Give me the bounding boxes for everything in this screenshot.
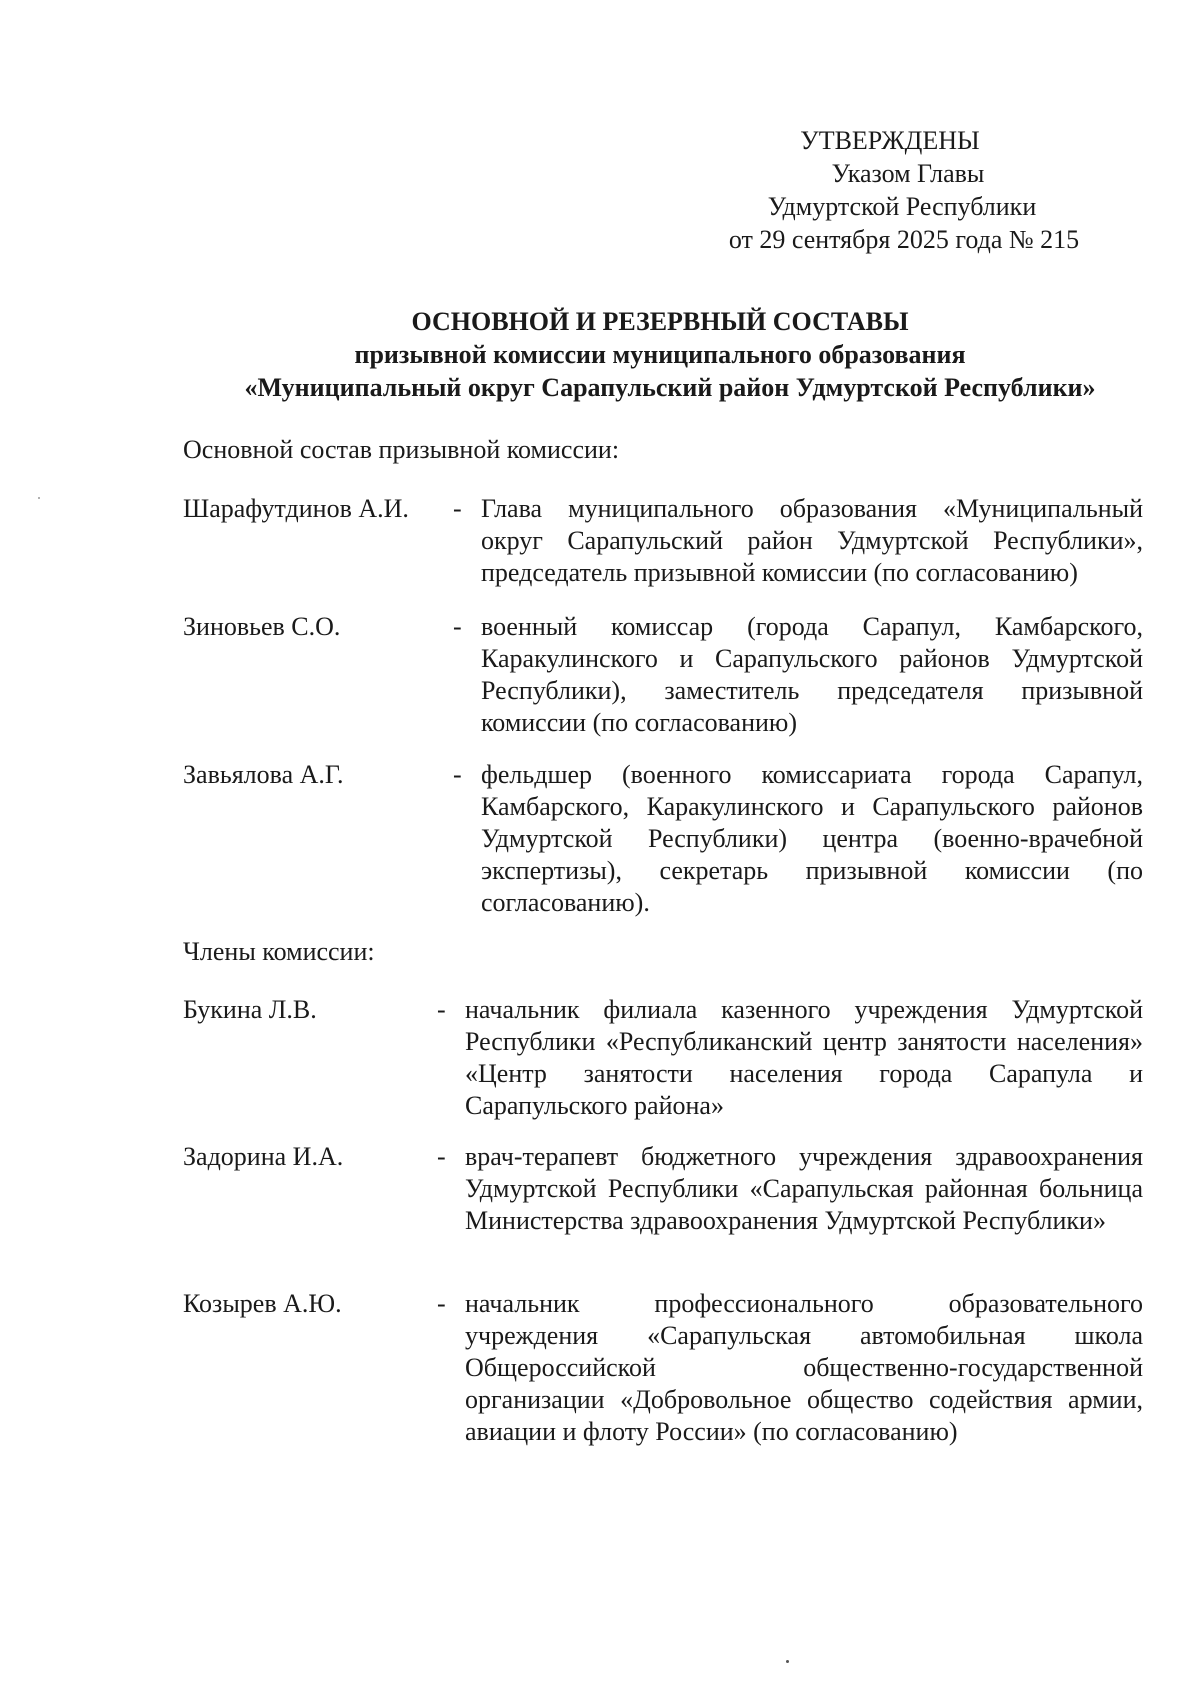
member-dash: - xyxy=(437,1289,446,1318)
member-description: начальник филиала казенного учреждения Удмуртской Республики «Республиканский центр занятости населения» «Центр занятости населения города Сарапула и Сарапульского района» xyxy=(465,995,1143,1120)
scan-speck xyxy=(786,1660,789,1663)
member-name: Букина Л.В. xyxy=(183,995,317,1024)
member-description: фельдшер (военного комиссариата города Сарапул, Камбарского, Каракулинского и Сарапульского районов Удмуртской Республики) центра (военно-врачебной экспертизы), секретарь призывной комиссии (по согласованию). xyxy=(481,760,1143,917)
member-dash: - xyxy=(453,612,462,641)
main-composition-heading: Основной состав призывной комиссии: xyxy=(183,435,620,464)
member-description: военный комиссар (города Сарапул, Камбарского, Каракулинского и Сарапульского районов Удмуртской Республики), заместитель председателя призывной комиссии (по согласованию) xyxy=(481,612,1143,737)
member-description: врач-терапевт бюджетного учреждения здравоохранения Удмуртской Республики «Сарапульская районная больница Министерства здравоохранения Удмуртской Республики» xyxy=(465,1142,1143,1235)
approval-line-republic: Удмуртской Республики xyxy=(767,192,1037,221)
scan-speck xyxy=(38,497,40,499)
member-description: начальник профессионального образовательного учреждения «Сарапульская автомобильная школа Общероссийской общественно-государственной организации «Добровольное общество содействия армии, авиации и флоту России» (по согласованию) xyxy=(465,1289,1143,1446)
title-line-1: ОСНОВНОЙ И РЕЗЕРВНЫЙ СОСТАВЫ xyxy=(411,307,909,336)
member-name: Завьялова А.Г. xyxy=(183,760,344,789)
title-line-2: призывной комиссии муниципального образования xyxy=(354,340,966,369)
title-line-3: «Муниципальный округ Сарапульский район Удмуртской Республики» xyxy=(244,373,1096,402)
approval-stamp-block xyxy=(700,124,1120,256)
approval-heading: УТВЕРЖДЕНЫ xyxy=(800,126,980,155)
member-name: Зиновьев С.О. xyxy=(183,612,341,641)
commission-members-heading: Члены комиссии: xyxy=(183,937,375,966)
member-description: Глава муниципального образования «Муниципальный округ Сарапульский район Удмуртской Республики», председатель призывной комиссии (по согласованию) xyxy=(481,494,1143,587)
member-name: Козырев А.Ю. xyxy=(183,1289,342,1318)
member-dash: - xyxy=(437,1142,446,1171)
approval-line-decree: Указом Главы xyxy=(831,159,985,188)
approval-line-date: от 29 сентября 2025 года № 215 xyxy=(728,225,1080,254)
member-dash: - xyxy=(453,494,462,523)
document-title xyxy=(180,305,1160,404)
member-name: Задорина И.А. xyxy=(183,1142,344,1171)
member-name: Шарафутдинов А.И. xyxy=(183,494,409,523)
member-dash: - xyxy=(453,760,462,789)
member-dash: - xyxy=(437,995,446,1024)
